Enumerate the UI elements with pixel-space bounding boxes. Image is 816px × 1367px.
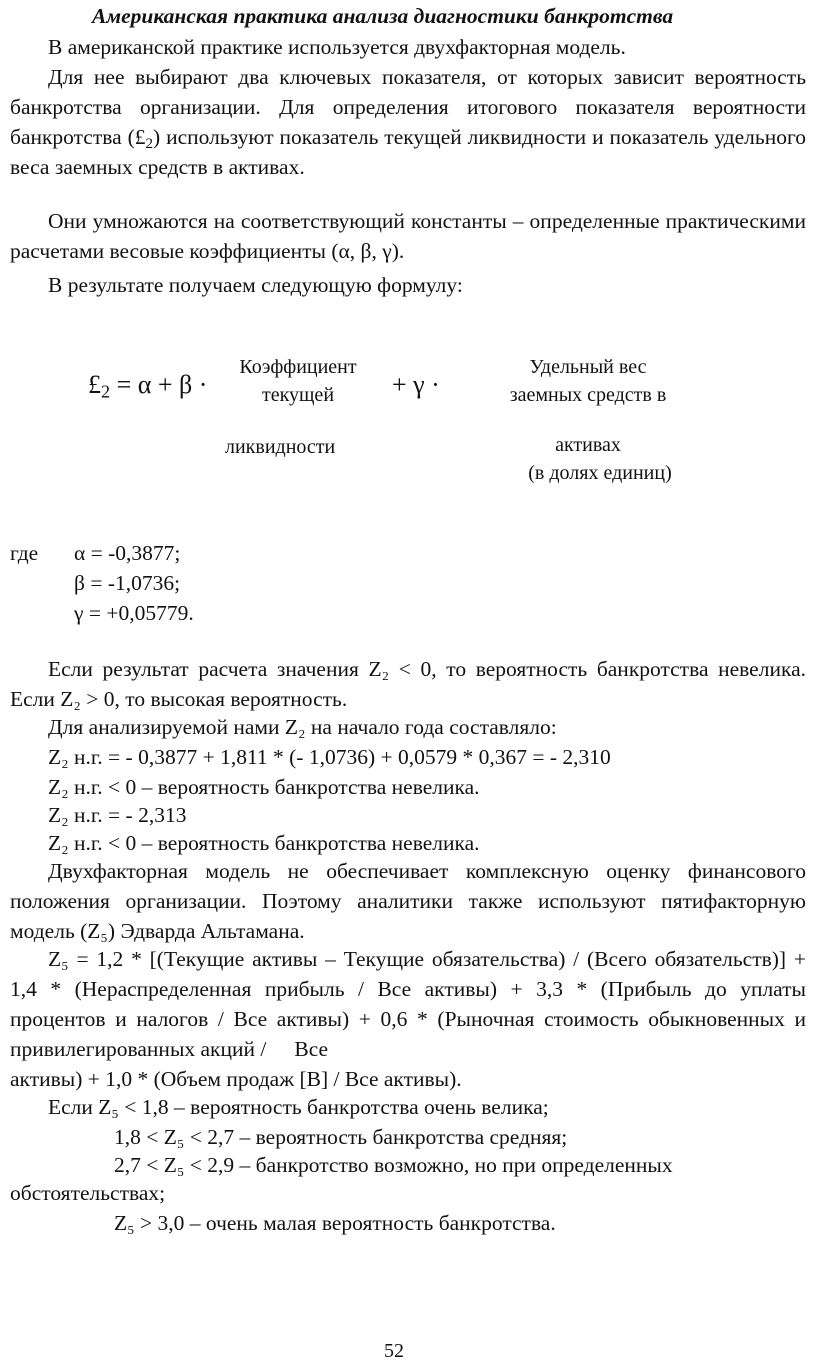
formula-debt-share-line4: (в долях единиц)	[528, 462, 672, 484]
paragraph-altman: Двухфакторная модель не обеспечивает комплексную оценку финансового положения организации. Поэтому аналитики также используют пятифакторную модель (Z₅) Эдварда Альтамана.	[10, 859, 806, 943]
pound-subscript: 2	[145, 135, 154, 152]
paragraph-z5-formula-end: активы) + 1,0 * (Объем продаж [B] / Все активы).	[10, 1067, 462, 1091]
page-number: 52	[384, 1340, 404, 1362]
line-z2-start: Для анализируемой нами Z₂ на начало года составляло:	[48, 715, 557, 739]
formula-debt-share-line3: активах	[555, 434, 621, 456]
paragraph-intro: В американской практике используется двухфакторная модель.	[48, 35, 626, 59]
paragraph-z5-formula: Z₅ = 1,2 * [(Текущие активы – Текущие обязательства) / (Всего обязательств)] + 1,4 * (Нераспределенная прибыль / Все активы) + 3,3 * (Прибыль до уплаты процентов и налогов / Все активы) + 0,6 * (Рыночная стоимость обыкновенных и привилегированных акций / Все	[10, 947, 806, 1061]
criterion-3: 2,7 < Z₅ < 2,9 – банкротство возможно, но при определенных	[114, 1153, 673, 1177]
formula-current-ratio-line2: текущей	[261, 384, 335, 406]
where-label: где	[10, 541, 39, 565]
paragraph-formula-intro: В результате получаем следующую формулу:	[48, 273, 463, 297]
criterion-4: Z₅ > 3,0 – очень малая вероятность банкротства.	[114, 1211, 556, 1235]
gamma-value: γ = +0,05779.	[74, 601, 194, 625]
criterion-3-continued: обстоятельствах;	[10, 1181, 166, 1205]
paragraph-z2-interpretation: Если результат расчета значения Z₂ < 0, то вероятность банкротства невелика. Если Z₂ > 0, то высокая вероятность.	[10, 657, 806, 711]
criterion-2: 1,8 < Z₅ < 2,7 – вероятность банкротства средняя;	[114, 1125, 568, 1149]
criterion-1: Если Z₅ < 1,8 – вероятность банкротства очень велика;	[48, 1095, 549, 1119]
paragraph-coefficients: Они умножаются на соответствующий константы – определенные практическими расчетами весовые коэффициенты (α, β, γ).	[10, 209, 806, 263]
alpha-value: α = -0,3877;	[74, 541, 181, 565]
formula-debt-share-line2: заемных средств в	[509, 384, 667, 406]
paragraph-indicators-text-b: ) используют показатель текущей ликвидности и показатель удельного веса заемных средств в активах.	[10, 125, 806, 179]
paragraph-indicators-text-a: Для нее выбирают два ключевых показателя, от которых зависит вероятность банкротства организации. Для определения итогового показателя вероятности банкротства (	[10, 65, 806, 149]
formula-plus-gamma: + γ ·	[392, 370, 440, 399]
line-z2-result-1: Z₂ н.г. < 0 – вероятность банкротства невелика.	[48, 775, 480, 799]
beta-value: β = -1,0736;	[74, 571, 181, 595]
formula-lhs: $£_2 = \alpha + \beta$ ·	[88, 370, 208, 402]
formula-debt-share-line1: Удельный вес	[529, 356, 647, 378]
formula-current-ratio-line1: Коэффициент	[239, 356, 357, 378]
line-z2-value: Z₂ н.г. = - 2,313	[48, 803, 187, 827]
line-z2-calc: Z₂ н.г. = - 0,3877 + 1,811 * (- 1,0736) + 0,0579 * 0,367 = - 2,310	[48, 745, 611, 769]
line-z2-result-2: Z₂ н.г. < 0 – вероятность банкротства невелика.	[48, 831, 480, 855]
formula-current-ratio-line3: ликвидности	[225, 436, 336, 458]
paragraph-indicators	[10, 62, 806, 182]
pound-symbol: £	[134, 125, 146, 149]
page-title: Американская практика анализа диагностики банкротства	[92, 4, 674, 28]
